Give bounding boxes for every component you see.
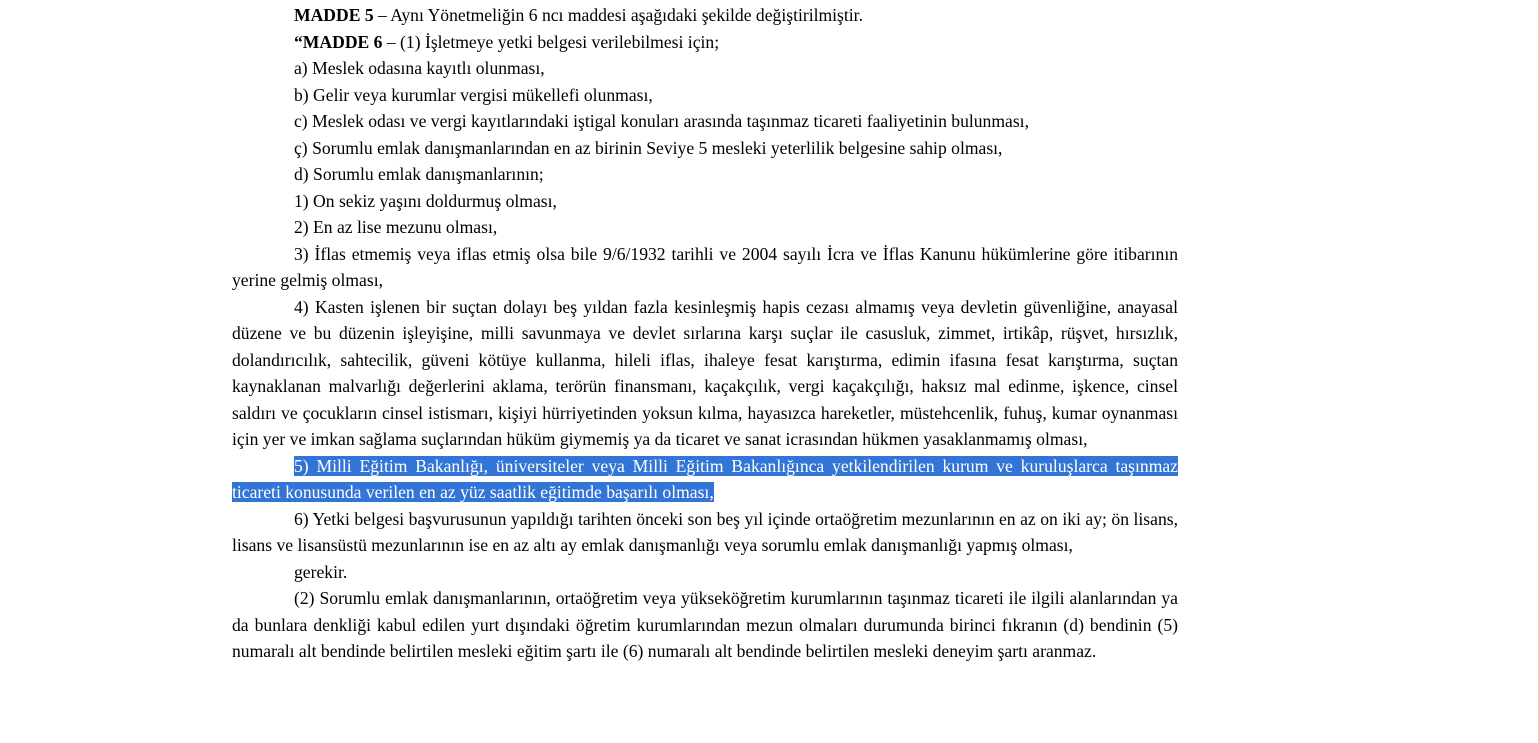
selected-text[interactable]: 5) Milli Eğitim Bakanlığı, üniversiteler veya Milli Eğitim Bakanlığınca yetkilendirilen kurum ve kuruluşlarca taşınmaz ticareti konusunda verilen en az yüz saatlik eğitimde başarılı olması, [232,455,1178,502]
document-body [232,2,1178,665]
paragraph-2: (2) Sorumlu emlak danışmanlarının, ortaöğretim veya yükseköğretim kurumlarının taşınmaz ticareti ile ilgili alanlarından ya da bunlara denkliği kabul edilen yurt dışındaki öğretim kurumlarından mezun olmaları durumunda birinci fıkranın (d) bendinin (5) numaralı alt bendinde belirtilen mesleki eğitim şartı ile (6) numaralı alt bendinde belirtilen mesleki deneyim şartı aranmaz. [232,588,1178,661]
item-b: b) Gelir veya kurumlar vergisi mükellefi olunması, [294,84,653,105]
subitem-3: 3) İflas etmemiş veya iflas etmiş olsa bile 9/6/1932 tarihli ve 2004 sayılı İcra ve İflas Kanunu hükümlerine göre itibarının yerine gelmiş olması, [232,243,1178,290]
subitem-4: 4) Kasten işlenen bir suçtan dolayı beş yıldan fazla kesinleşmiş hapis cezası almamış veya devletin güvenliğine, anayasal düzene ve bu düzenin işleyişine, milli savunmaya ve devlet sırlarına karşı suçlar ile casusluk, zimmet, irtikâp, rüşvet, hırsızlık, dolandırıcılık, sahtecilik, güveni kötüye kullanma, hileli iflas, ihaleye fesat karıştırma, edimin ifasına fesat karıştırma, suçtan kaynaklanan malvarlığı değerlerini aklama, terörün finansmanı, kaçakçılık, vergi kaçakçılığı, haksız mal edinme, işkence, cinsel saldırı ve çocukların cinsel istismarı, kişiyi hürriyetinden yoksun kılma, hayasızca hareketler, müstehcenlik, fuhuş, kumar oynanması için yer ve imkan sağlama suçlarından hüküm giymemiş ya da ticaret ve sanat icrasından hükmen yasaklanmamış olması, [232,296,1178,449]
item-d: d) Sorumlu emlak danışmanlarının; [294,164,544,184]
item-a: a) Meslek odasına kayıtlı olunması, [294,58,545,78]
subitem-6: 6) Yetki belgesi başvurusunun yapıldığı tarihten önceki son beş yıl içinde ortaöğretim mezunlarının en az on iki ay; ön lisans, lisans ve lisansüstü mezunlarının ise en az altı ay emlak danışmanlığı veya sorumlu emlak danışmanlığı yapmış olması, [232,508,1178,555]
madde-6-text: – (1) İşletmeye yetki belgesi verilebilmesi için; [382,31,720,52]
madde-5-text: – Aynı Yönetmeliğin 6 ncı maddesi aşağıdaki şekilde değiştirilmiştir. [373,5,863,25]
subitem-1: 1) On sekiz yaşını doldurmuş olması, [294,190,557,211]
subitem-2: 2) En az lise mezunu olması, [294,217,498,237]
gerekir-line: gerekir. [294,561,348,582]
madde-6-paragraph [232,29,1178,56]
subitem-5-selected[interactable] [232,453,1178,506]
item-cc: ç) Sorumlu emlak danışmanlarından en az birinin Seviye 5 mesleki yeterlilik belgesine sahip olması, [294,137,1003,158]
madde-5-label: MADDE 5 [294,5,374,25]
madde-6-label: “MADDE 6 [294,31,383,52]
madde-5-paragraph [232,2,1178,29]
item-c: c) Meslek odası ve vergi kayıtlarındaki iştigal konuları arasında taşınmaz ticareti faaliyetinin bulunması, [294,111,1029,131]
